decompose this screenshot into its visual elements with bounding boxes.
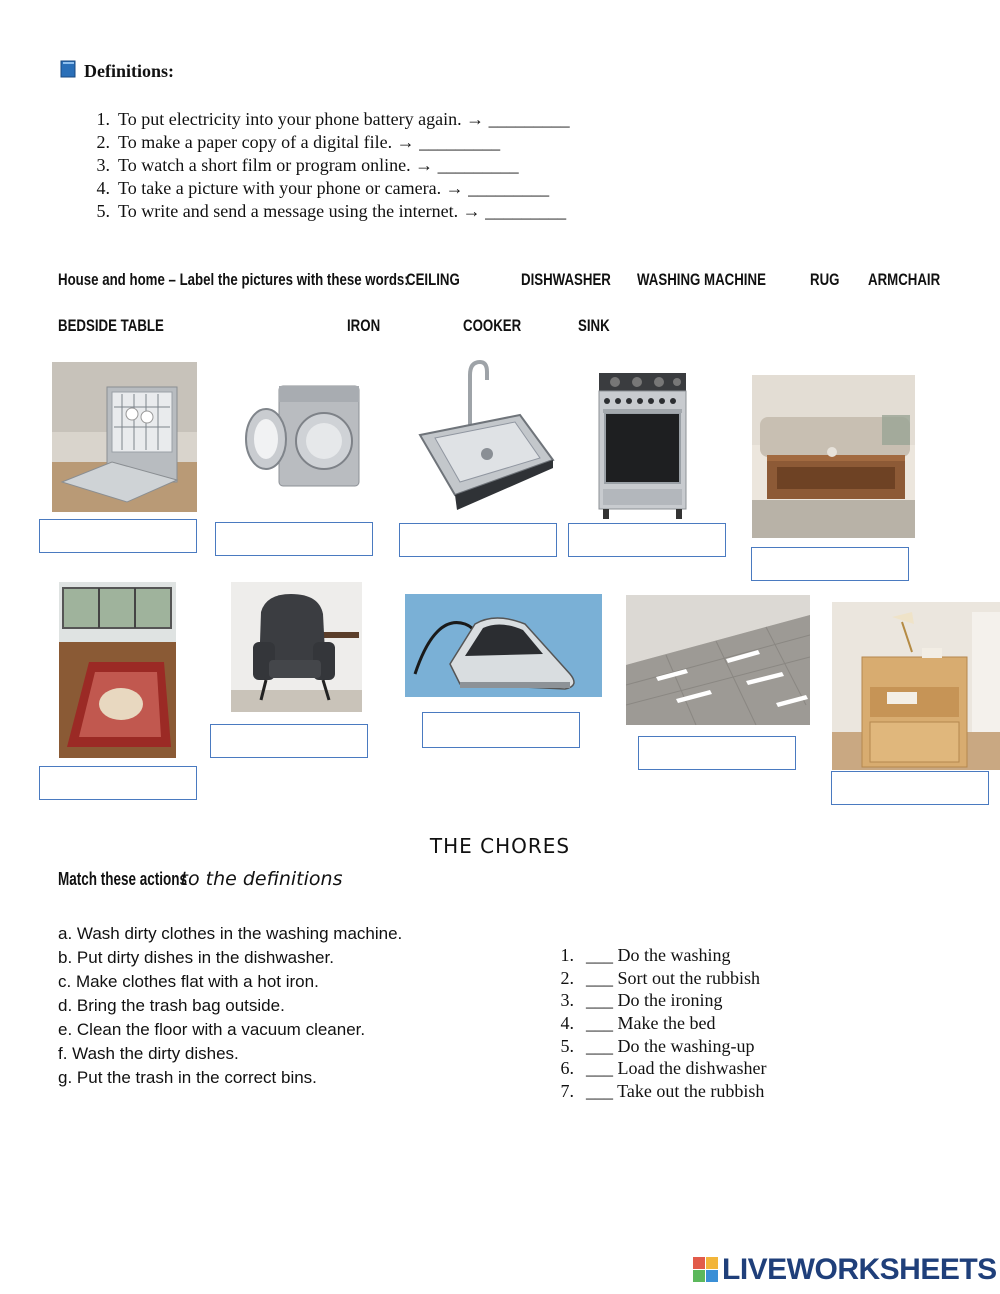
match-instruction-part-a: Match these actions bbox=[58, 869, 188, 889]
definition-item: 5. To write and send a message using the internet. → _________ bbox=[96, 201, 567, 221]
word-ceiling: CEILING bbox=[406, 270, 460, 289]
word-rug: RUG bbox=[810, 270, 840, 289]
iron-image bbox=[405, 594, 602, 697]
match-instruction bbox=[58, 868, 342, 890]
book-icon bbox=[60, 60, 76, 78]
logo-icon bbox=[693, 1257, 719, 1283]
word-washing-machine: WASHING MACHINE bbox=[637, 270, 766, 289]
house-instruction: House and home – Label the pictures with these words: bbox=[58, 270, 409, 289]
answer-box-cooker[interactable] bbox=[568, 523, 726, 557]
answer-box-coffee-table[interactable] bbox=[751, 547, 909, 581]
word-iron: IRON bbox=[347, 316, 381, 335]
coffee-table-image bbox=[752, 375, 915, 538]
washing-machine-image bbox=[244, 381, 362, 491]
word-bedside-table: BEDSIDE TABLE bbox=[58, 316, 164, 335]
bedside-table-image bbox=[832, 602, 1000, 770]
chores-list bbox=[552, 944, 766, 1103]
action-item: g. Put the trash in the correct bins. bbox=[58, 1068, 317, 1087]
chore-item[interactable]: 5. ___ Do the washing-up bbox=[560, 1035, 755, 1056]
ceiling-image bbox=[626, 595, 810, 725]
word-dishwasher: DISHWASHER bbox=[521, 270, 611, 289]
match-instruction-part-b: to the definitions bbox=[180, 868, 343, 890]
cooker-image bbox=[597, 371, 688, 519]
action-item: b. Put dirty dishes in the dishwasher. bbox=[58, 948, 334, 967]
sink-image bbox=[415, 360, 555, 515]
chore-item[interactable]: 3. ___ Do the ironing bbox=[560, 990, 723, 1011]
answer-box-washing-machine[interactable] bbox=[215, 522, 373, 556]
liveworksheets-logo[interactable] bbox=[693, 1254, 997, 1286]
action-item: d. Bring the trash bag outside. bbox=[58, 996, 285, 1015]
action-item: f. Wash the dirty dishes. bbox=[58, 1044, 239, 1063]
answer-box-armchair[interactable] bbox=[210, 724, 368, 758]
definitions-title: Definitions: bbox=[84, 61, 174, 81]
chore-item[interactable]: 6. ___ Load the dishwasher bbox=[560, 1058, 767, 1079]
answer-box-sink[interactable] bbox=[399, 523, 557, 557]
chore-item[interactable]: 7. ___ Take out the rubbish bbox=[560, 1081, 765, 1102]
action-item: c. Make clothes flat with a hot iron. bbox=[58, 972, 319, 991]
word-armchair: ARMCHAIR bbox=[868, 270, 941, 289]
answer-box-dishwasher[interactable] bbox=[39, 519, 197, 553]
answer-box-ceiling[interactable] bbox=[638, 736, 796, 770]
definition-item: 2. To make a paper copy of a digital file. → _________ bbox=[96, 132, 501, 152]
chore-item[interactable]: 2. ___ Sort out the rubbish bbox=[560, 967, 760, 988]
rug-image bbox=[59, 582, 176, 758]
chore-item[interactable]: 1. ___ Do the washing bbox=[560, 945, 731, 965]
answer-box-iron[interactable] bbox=[422, 712, 580, 748]
chores-title: THE CHORES bbox=[429, 834, 571, 858]
chore-item[interactable]: 4. ___ Make the bed bbox=[560, 1013, 716, 1034]
word-cooker: COOKER bbox=[463, 316, 522, 335]
definition-item: 1. To put electricity into your phone battery again. → _________ bbox=[96, 109, 570, 129]
definitions-list bbox=[80, 108, 570, 223]
word-sink: SINK bbox=[578, 316, 610, 335]
action-item: a. Wash dirty clothes in the washing machine. bbox=[58, 924, 403, 943]
dishwasher-image bbox=[52, 362, 197, 512]
answer-box-bedside-table[interactable] bbox=[831, 771, 989, 805]
definition-item: 4. To take a picture with your phone or camera. → _________ bbox=[96, 178, 550, 198]
actions-list bbox=[58, 922, 402, 1090]
definition-item: 3. To watch a short film or program online. → _________ bbox=[96, 155, 519, 175]
answer-box-rug[interactable] bbox=[39, 766, 197, 800]
armchair-image bbox=[231, 582, 362, 712]
action-item: e. Clean the floor with a vacuum cleaner. bbox=[58, 1020, 366, 1039]
logo-text: LIVEWORKSHEETS bbox=[722, 1253, 997, 1286]
